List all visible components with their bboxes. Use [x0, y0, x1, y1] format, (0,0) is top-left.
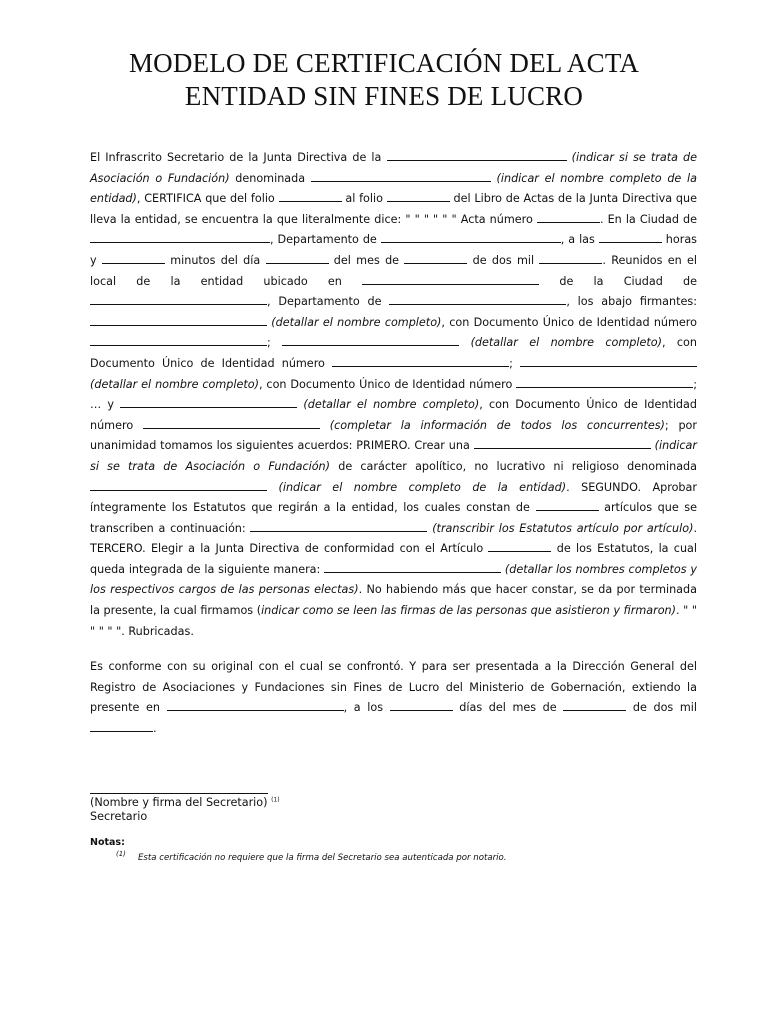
signature-role: Secretario — [90, 810, 148, 823]
blank-line — [324, 562, 501, 573]
text-run: ; … y — [90, 377, 697, 412]
blank-line — [167, 700, 344, 711]
text-run: denominada — [235, 171, 306, 185]
text-run: Es conforme con su original con el cual se confrontó. Y para ser presentada a la Dirección General del Registro de Asociaciones y Fundaciones sin Fines de Lucro del Ministerio de Gobernación, extiendo la presente en — [90, 660, 697, 715]
instruction-text: (detallar el nombre completo) — [303, 398, 480, 412]
blank-line — [520, 356, 697, 367]
text-run: , con Documento Único de Identidad número — [258, 377, 513, 391]
text-run: de dos mil — [472, 253, 535, 267]
instruction-text: (detallar el nombre completo) — [271, 315, 442, 329]
blank-line — [389, 294, 566, 305]
blank-line — [539, 253, 602, 264]
instruction-text: (indicar si se trata de Asociación o Fundación) — [90, 151, 698, 185]
blank-line — [250, 521, 427, 532]
text-run: , CERTIFICA que del folio — [136, 192, 275, 206]
instruction-text: (indicar el nombre completo de la entidad) — [278, 480, 567, 494]
text-run: . SEGUNDO. Aprobar íntegramente los Estatutos que regirán a la entidad, los cuales constan de — [90, 480, 697, 515]
text-run: de la Ciudad de — [559, 274, 698, 288]
blank-line — [282, 335, 459, 346]
blank-line — [474, 438, 651, 449]
blank-line — [387, 191, 450, 202]
signature-name-text: (Nombre y firma del Secretario) — [90, 796, 268, 809]
blank-line — [536, 500, 599, 511]
text-run: , con Documento Único de Identidad número — [90, 336, 697, 370]
text-run: , Departamento de — [270, 233, 377, 247]
text-run: al folio — [345, 192, 383, 206]
blank-line — [90, 335, 267, 346]
signature-name-label — [90, 796, 280, 810]
instruction-text: (detallar el nombre completo) — [470, 336, 662, 350]
notes-heading: Notas: — [90, 837, 125, 848]
instruction-text: (transcribir los Estatutos artículo por artículo) — [432, 521, 694, 535]
certification-paragraph — [90, 148, 697, 642]
blank-line — [537, 212, 600, 223]
blank-line — [390, 700, 453, 711]
text-run: horas y — [90, 233, 698, 267]
text-run: . No habiendo más que hacer constar, se da por terminada la presente, la cual firmamos ( — [90, 583, 697, 618]
instruction-text: (detallar el nombre completo) — [90, 377, 259, 391]
text-run: El Infrascrito Secretario de la Junta Directiva de la — [90, 151, 382, 164]
text-run: del Libro de Actas de la Junta Directiva que lleva la entidad, se encuentra la que literalmente dice: " " " " " " Acta número — [90, 192, 697, 226]
text-run: de carácter apolítico, no lucrativo ni religioso denominada — [338, 459, 698, 473]
blank-line — [90, 480, 267, 491]
blank-line — [279, 191, 342, 202]
text-run: . " " " " " ". Rubricadas. — [90, 604, 697, 638]
text-run: de dos mil — [632, 701, 697, 715]
blank-line — [563, 700, 626, 711]
text-run: , a los — [343, 701, 384, 715]
signature-line — [90, 793, 268, 794]
document-title-line2: ENTIDAD SIN FINES DE LUCRO — [184, 81, 584, 111]
blank-line — [90, 315, 267, 326]
blank-line — [90, 232, 270, 243]
instruction-text: (indicar si se trata de Asociación o Fundación) — [90, 439, 697, 473]
text-run: , a las — [560, 233, 595, 247]
blank-line — [516, 377, 693, 388]
blank-line — [143, 418, 320, 429]
text-run: , Departamento de — [267, 295, 382, 309]
blank-line — [90, 294, 267, 305]
instruction-text: (detallar los nombres completos y los respectivos cargos de las personas electas) — [90, 562, 697, 597]
conformity-paragraph — [90, 657, 697, 739]
document-title-line1: MODELO DE CERTIFICACIÓN DEL ACTA — [128, 48, 640, 78]
text-run: . En la Ciudad de — [599, 212, 698, 226]
blank-line — [90, 721, 153, 732]
instruction-text: indicar como se leen las firmas de las personas que asistieron y firmaron) — [261, 604, 677, 618]
text-run: días del mes de — [459, 701, 557, 715]
blank-line — [387, 150, 567, 161]
instruction-text: (indicar el nombre completo de la entidad) — [90, 171, 697, 206]
note-text: Esta certificación no requiere que la firma del Secretario sea autenticada por notario. — [138, 853, 507, 863]
text-run: , los abajo firmantes: — [566, 295, 697, 309]
blank-line — [102, 253, 165, 264]
instruction-text: (completar la información de todos los concurrentes) — [329, 418, 665, 432]
footnote-mark: (1) — [271, 796, 280, 804]
text-run: , con Documento Único de Identidad número — [441, 315, 698, 329]
blank-line — [332, 356, 509, 367]
text-run: . — [153, 721, 157, 735]
text-run: artículos que se transcriben a continuación: — [90, 501, 698, 535]
text-run: , con Documento Único de Identidad número — [90, 398, 697, 432]
text-run: ; por unanimidad tomamos los siguientes acuerdos: PRIMERO. Crear una — [90, 418, 698, 453]
text-run: . Reunidos en el local de la entidad ubicado en — [90, 253, 698, 288]
text-run: de los Estatutos, la cual queda integrada de la siguiente manera: — [90, 542, 698, 576]
text-run: ; — [267, 336, 271, 350]
blank-line — [266, 253, 329, 264]
blank-line — [599, 232, 662, 243]
note-mark: (1) — [116, 850, 126, 858]
blank-line — [404, 253, 467, 264]
text-run: ; — [509, 356, 513, 370]
blank-line — [381, 232, 561, 243]
text-run: . TERCERO. Elegir a la Junta Directiva de conformidad con el Artículo — [90, 521, 697, 556]
blank-line — [311, 171, 491, 182]
text-run: del mes de — [333, 253, 400, 267]
blank-line — [488, 541, 551, 552]
blank-line — [120, 397, 297, 408]
text-run: minutos del día — [170, 253, 261, 267]
blank-line — [362, 274, 539, 285]
